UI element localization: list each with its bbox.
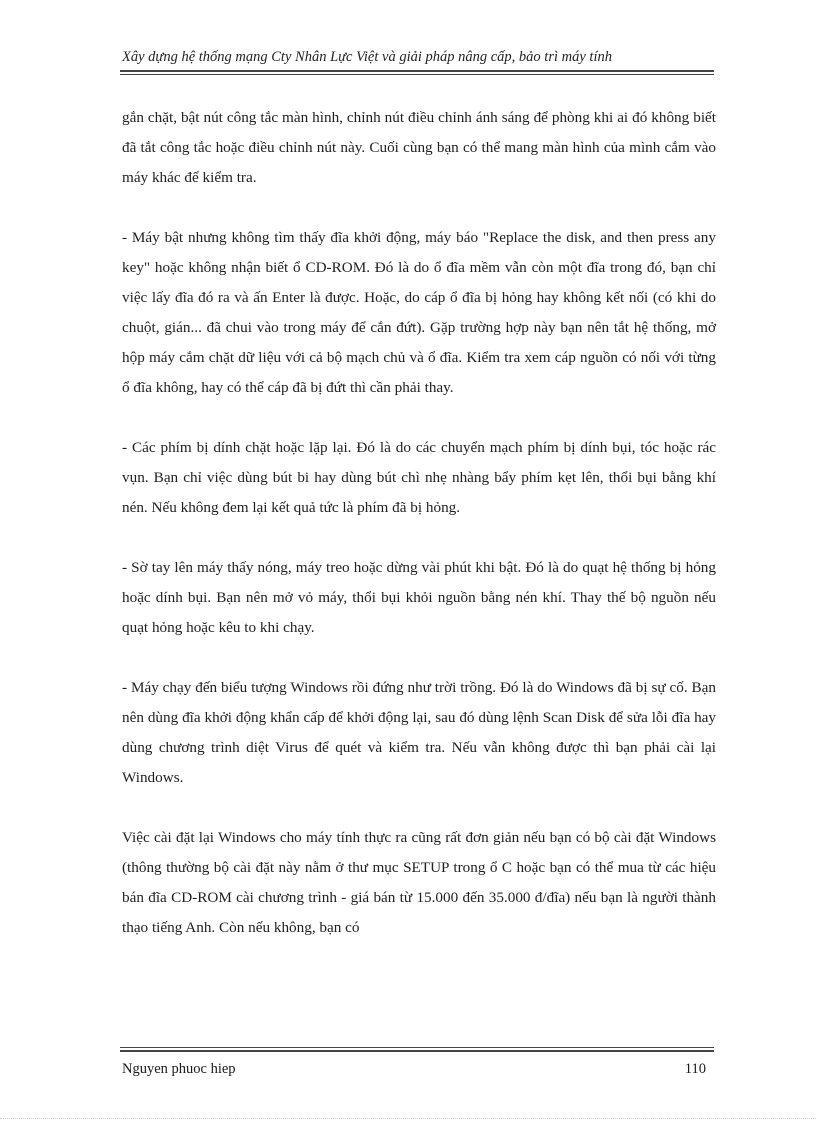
footer-author: Nguyen phuoc hiep	[122, 1061, 236, 1077]
paragraph-stuck-keys: - Các phím bị dính chặt hoặc lặp lại. Đó là do các chuyển mạch phím bị dính bụi, tóc hoặc rác vụn. Bạn chỉ việc dùng bút bi hay dùng bút chì nhẹ nhàng bẩy phím kẹt lên, thổi bụi bằng khí nén. Nếu không đem lại kết quả tức là phím đã bị hỏng.	[122, 439, 716, 516]
footer-rule	[120, 1047, 714, 1052]
paragraph-overheating: - Sờ tay lên máy thấy nóng, máy treo hoặc dừng vài phút khi bật. Đó là do quạt hệ thống bị hỏng hoặc dính bụi. Bạn nên mở vỏ máy, thổi bụi khỏi nguồn bằng nén khí. Thay thế bộ nguồn nếu quạt hỏng hoặc kêu to khi chạy.	[122, 559, 716, 636]
paragraph-windows-freeze: - Máy chạy đến biểu tượng Windows rồi đứng như trời trồng. Đó là do Windows đã bị sự cố. Bạn nên dùng đĩa khởi động khẩn cấp để khởi động lại, sau đó dùng lệnh Scan Disk để sửa lỗi đĩa hay dùng chương trình diệt Virus để quét và kiểm tra. Nếu vẫn không được thì bạn phải cài lại Windows.	[122, 679, 716, 786]
running-header-title: Xây dựng hệ thống mạng Cty Nhân Lực Việt và giải pháp nâng cấp, bảo trì máy tính	[122, 49, 612, 65]
paragraph-reinstall-windows: Việc cài đặt lại Windows cho máy tính thực ra cũng rất đơn giản nếu bạn có bộ cài đặt Windows (thông thường bộ cài đặt này nằm ở thư mục SETUP trong ổ C hoặc bạn có thể mua từ các hiệu bán đĩa CD-ROM cài chương trình - giá bán từ 15.000 đến 35.000 đ/đĩa) nếu bạn là người thành thạo tiếng Anh. Còn nếu không, bạn có	[122, 829, 716, 936]
page-edge-divider	[0, 1118, 816, 1119]
page-number: 110	[684, 1061, 706, 1077]
footer-row	[120, 1060, 714, 1078]
header-rule	[120, 70, 714, 75]
paragraph-continuation: gắn chặt, bật nút công tắc màn hình, chỉnh nút điều chỉnh ánh sáng để phòng khi ai đó không biết đã tắt công tắc hoặc điều chỉnh nút này. Cuối cùng bạn có thể mang màn hình của mình cắm vào máy khác để kiểm tra.	[122, 109, 716, 186]
page-header	[120, 48, 714, 75]
document-body	[122, 103, 716, 973]
page-footer	[120, 1047, 714, 1078]
paragraph-boot-disk-issue: - Máy bật nhưng không tìm thấy đĩa khởi động, máy báo "Replace the disk, and then press any key" hoặc không nhận biết ổ CD-ROM. Đó là do ổ đĩa mềm vẫn còn một đĩa trong đó, bạn chỉ việc lấy đĩa đó ra và ấn Enter là được. Hoặc, do cáp ổ đĩa bị hỏng hay không kết nối (có khi do chuột, gián... đã chui vào trong máy để cắn đứt). Gặp trường hợp này bạn nên tắt hệ thống, mở hộp máy cắm chặt dữ liệu với cả bộ mạch chủ và ổ đĩa. Kiểm tra xem cáp nguồn có nối với từng ổ đĩa không, hay có thể cáp đã bị đứt thì cần phải thay.	[122, 229, 716, 396]
